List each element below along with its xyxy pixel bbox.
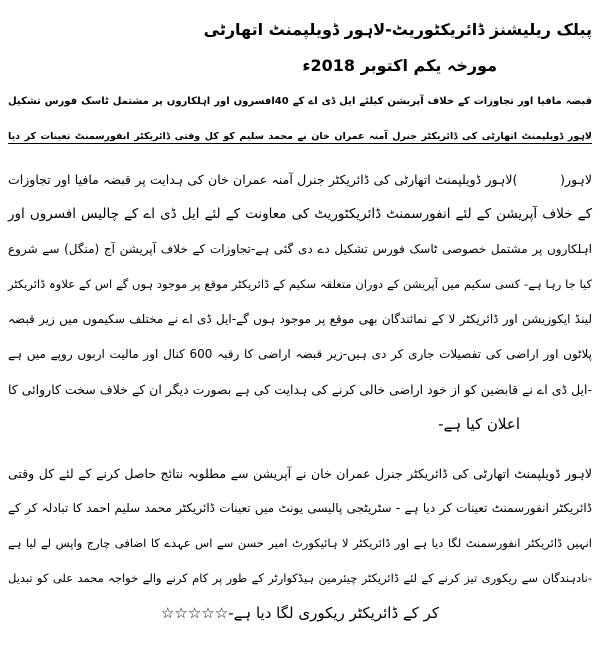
- paragraph-1: [8, 162, 592, 442]
- paragraph-2: [8, 456, 592, 631]
- para1-line-6: پلاٹوں اور اراضی کی تفصیلات جاری کر دی ہیں-زیر قبضہ اراضی کا رقبہ 600 کنال اور مالیت اربوں روپے میں ہے: [8, 347, 592, 361]
- para1-line-3: اہلکاروں پر مشتمل خصوصی ٹاسک فورس تشکیل دے دی گئی ہے-تجاوزات کے خلاف آپریشن آج (منگل) سے شروع: [8, 242, 592, 256]
- para2-line-1: لاہور ڈویلپمنٹ اتھارٹی کی ڈائریکٹر جنرل عمران خان نے آپریشن سے مطلوبہ نتائج حاصل کرنے کے لئے کل وقتی: [8, 466, 592, 481]
- para1-line-2: کے خلاف آپریشن کے لئے انفورسمنٹ ڈائریکٹوریٹ کی معاونت کے لئے ایل ڈی اے کے چالیس افسروں اور: [8, 206, 592, 222]
- para2-line-4: -نادہندگان سے ریکوری تیز کرنے کے لئے ڈائریکٹر چیئرمین ہیڈکوارٹر کے طور پر کام کرنے والے خواجہ محمد علی کو تبدیل: [8, 571, 592, 585]
- para1-line-7: -ایل ڈی اے نے قابضین کو از خود اراضی خالی کرنے کی ہدایت کی ہے بصورت دیگر ان کے خلاف سخت کاروائی کا: [8, 382, 592, 397]
- para2-line-3: انہیں ڈائریکٹر انفورسمنٹ لگا دیا ہے اور ڈائریکٹر لا ہائیکورٹ امیر حسن سے اس عہدے کا اضافی چارج واپس لے لیا ہے: [8, 536, 592, 550]
- end-stars-icon: ☆☆☆☆☆: [160, 604, 229, 622]
- para1-line-1: لاہور( )لاہور ڈویلپمنٹ اتھارٹی کی ڈائریکٹر جنرل آمنہ عمران خان کی ہدایت پر قبضہ مافیا اور تجاوزات: [8, 172, 592, 187]
- date-line: مورخہ یکم اکتوبر 2018ء: [302, 56, 497, 75]
- para2-closing-line: [8, 596, 592, 631]
- headline-line-2: لاہور ڈویلپمنٹ اتھارٹی کی ڈائریکٹر جنرل آمنہ عمران خان نے محمد سلیم کو کل وقتی ڈائریکٹر انفورسمنٹ تعینات کر دیا: [8, 131, 592, 142]
- headline-line-1: قبضہ مافیا اور تجاوزات کے خلاف آپریشن کیلئے ایل ڈی اے کے 40افسروں اور اہلکاروں پر مشتمل ٹاسک فورس تشکیل: [8, 96, 592, 107]
- para2-closing-text: کر کے ڈائریکٹر ریکوری لگا دیا ہے-: [228, 604, 440, 622]
- para1-line-4: کیا جا رہا ہے- کسی سکیم میں آپریشن کے دوران متعلقہ سکیم کے ڈائریکٹر موقع پر موجود ہوں گے اس کے علاوہ ڈائریکٹر: [8, 277, 592, 291]
- para1-closing-line: اعلان کیا ہے-: [438, 415, 520, 433]
- para1-line-5: لینڈ ایکوزیشن اور ڈائریکٹر لا کے نمائندگان بھی موقع پر موجود ہوں گے-ایل ڈی اے نے مختلف سکیموں میں زیر قبضہ: [8, 312, 592, 326]
- para2-line-2: ڈائریکٹر انفورسمنٹ تعینات کر دیا ہے - سٹریٹجی پالیسی یونٹ میں تعینات ڈائریکٹر محمد سلیم احمد کا تبادلہ کر کے: [8, 501, 592, 515]
- directorate-title: پبلک ریلیشنز ڈائریکٹوریٹ-لاہور ڈویلپمنٹ اتھارٹی: [203, 20, 592, 39]
